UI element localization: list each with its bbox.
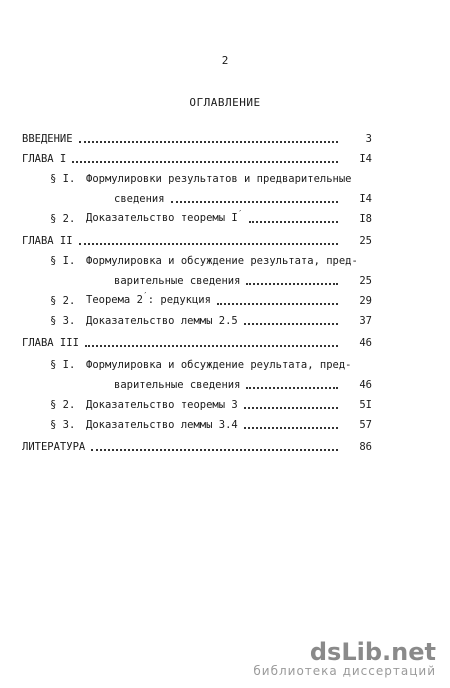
- leader-dots: [246, 283, 338, 285]
- toc-entry-label: Доказательство леммы 3.4: [86, 419, 238, 431]
- toc-page-number: I8: [359, 213, 372, 225]
- leader-dots: [246, 387, 338, 389]
- watermark: [253, 638, 436, 678]
- toc-page-number: 37: [359, 315, 372, 327]
- leader-dots: [85, 345, 338, 347]
- toc-entry-ch2-sec1[interactable]: [50, 254, 372, 268]
- toc-entry-label-cont: варительные сведения: [114, 379, 241, 391]
- toc-entry-bibliography[interactable]: [22, 440, 372, 454]
- toc-entry-ch1-sec2[interactable]: [50, 209, 372, 226]
- prime-superscript: ′: [237, 209, 243, 218]
- toc-entry-label: Формулировка и обсуждение реультата, пред-: [86, 359, 352, 371]
- toc-entry-label: ГЛАВА I: [22, 153, 67, 165]
- toc-entry-chapter-1[interactable]: [22, 152, 372, 166]
- section-marker: § I.: [50, 359, 76, 371]
- toc-entry-label: Доказательство теоремы 3: [86, 399, 238, 411]
- toc-entry-label: Формулировка и обсуждение результата, пред-: [86, 255, 358, 267]
- prime-superscript: ′: [142, 291, 148, 300]
- section-marker: § I.: [50, 173, 76, 185]
- toc-entry-chapter-2[interactable]: [22, 234, 372, 248]
- leader-dots: [79, 243, 338, 245]
- section-marker: § I.: [50, 255, 76, 267]
- watermark-text: библиотека диссертаций: [253, 664, 436, 678]
- toc-entry-label: ЛИТЕРАТУРА: [22, 441, 86, 453]
- toc-entry-label: Теорема 2′: редукция: [86, 291, 211, 306]
- toc-entry-label: ГЛАВА III: [22, 337, 79, 349]
- page-number: 2: [221, 54, 229, 67]
- section-marker: § 2.: [50, 213, 76, 225]
- toc-page-number: 86: [359, 441, 372, 453]
- toc-entry-ch2-sec3[interactable]: [50, 314, 372, 328]
- toc-entry-chapter-3[interactable]: [22, 336, 372, 350]
- toc-page-number: I4: [359, 153, 372, 165]
- watermark-logo: dsLib.net: [309, 638, 436, 666]
- section-marker: § 3.: [50, 419, 76, 431]
- leader-dots: [249, 221, 338, 223]
- toc-entry-ch3-sec1[interactable]: [50, 358, 372, 372]
- toc-entry-label: ВВЕДЕНИЕ: [22, 133, 73, 145]
- toc-entry-label: Доказательство теоремы I′: [86, 209, 243, 224]
- toc-entry-label-cont: сведения: [114, 193, 165, 205]
- toc-page-number: 25: [359, 235, 372, 247]
- leader-dots: [244, 427, 338, 429]
- toc-entry-ch1-sec1-cont[interactable]: [114, 192, 372, 206]
- toc-page-number: 57: [359, 419, 372, 431]
- leader-dots: [244, 323, 338, 325]
- toc-page-number: 5I: [359, 399, 372, 411]
- toc-page-number: 3: [365, 133, 372, 145]
- toc-entry-ch2-sec2[interactable]: [50, 291, 372, 308]
- leader-dots: [171, 201, 338, 203]
- toc-page-number: 29: [359, 295, 372, 307]
- toc-entry-ch2-sec1-cont[interactable]: [114, 274, 372, 288]
- leader-dots: [72, 161, 338, 163]
- toc-page-number: I4: [359, 193, 372, 205]
- section-marker: § 2.: [50, 399, 76, 411]
- leader-dots: [244, 407, 338, 409]
- toc-entry-label: Доказательство леммы 2.5: [86, 315, 238, 327]
- toc-page-number: 25: [359, 275, 372, 287]
- toc-entry-label: ГЛАВА II: [22, 235, 73, 247]
- toc-page-number: 46: [359, 337, 372, 349]
- leader-dots: [79, 141, 338, 143]
- toc-entry-ch3-sec3[interactable]: [50, 418, 372, 432]
- toc-entry-ch1-sec1[interactable]: [50, 172, 372, 186]
- toc-title: ОГЛАВЛЕНИЕ: [189, 96, 261, 109]
- leader-dots: [217, 303, 338, 305]
- toc-page-number: 46: [359, 379, 372, 391]
- toc-entry-label: Формулировки результатов и предварительные: [86, 173, 352, 185]
- toc-entry-ch3-sec1-cont[interactable]: [114, 378, 372, 392]
- toc-entry-introduction[interactable]: [22, 132, 372, 146]
- toc-entry-ch3-sec2[interactable]: [50, 398, 372, 412]
- section-marker: § 3.: [50, 315, 76, 327]
- section-marker: § 2.: [50, 295, 76, 307]
- leader-dots: [91, 449, 338, 451]
- toc-entry-label-cont: варительные сведения: [114, 275, 241, 287]
